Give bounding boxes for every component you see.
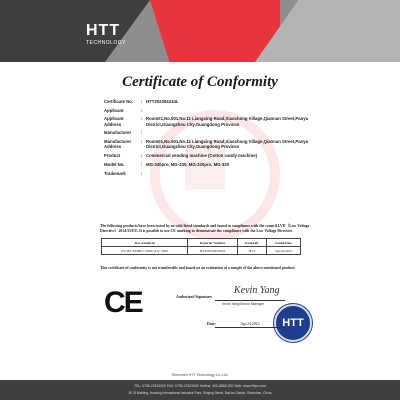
date-value: Apr.24,2023 — [240, 322, 260, 326]
header-red-band — [150, 0, 280, 62]
certificate-header — [0, 0, 400, 62]
field-colon: : — [141, 99, 143, 104]
field-value — [146, 171, 324, 176]
table-header-cell: Test standards — [102, 239, 188, 247]
field-value: Room01,No.501,No.11 Liangxing Road,Xiaochong Village,Qiaonan Street,Panyu District,Guangzhou City,Guangdong Province — [146, 116, 309, 127]
compliance-statement: The following products have been tested by us with listed standards and found in compliance with the council LVD（Low Voltage Directive）2014/35/EU. It is possible to use CE marking to demonstrate the compliance with the Low Voltage Directive. — [100, 224, 310, 233]
field-row-manufacturer-address — [104, 139, 324, 149]
field-value — [146, 130, 324, 135]
table-header-cell: Issued By — [237, 239, 266, 247]
table-cell: HTT — [237, 247, 266, 255]
standards-table — [101, 238, 301, 255]
table-row — [102, 247, 301, 255]
field-colon: : — [141, 116, 143, 122]
field-row-model-no — [104, 162, 324, 167]
field-value — [146, 108, 324, 113]
authorized-signature-label: Authorized Signature: — [176, 295, 213, 299]
footer-address: 3F, B Building, Huaxing International Industrial Park, Shajing Street, Bao'an District, Shenzhen, China — [128, 391, 272, 395]
signature-caption: Kevin Yang/Senior Manager — [222, 302, 265, 306]
transfer-statement: This certificate of conformity is not transferable and based on an evaluation of a sample of the above mentioned product. — [100, 266, 296, 270]
field-value: Room01,No.501,No.11 Liangxing Road,Xiaochong Village,Qiaonan Street,Panyu District,Guangzhou City,Guangdong Province — [146, 138, 309, 150]
table-cell: HTT202304234LR — [188, 247, 238, 255]
field-label: Manufacturer Address — [104, 138, 132, 150]
table-header-row — [102, 239, 301, 247]
field-colon: : — [141, 170, 143, 176]
field-value: MG-330pro, MG-330, MG-320pro, MG-320 — [146, 161, 230, 167]
date-label: Date: — [207, 322, 216, 326]
table-header-cell: Issued Date — [266, 239, 300, 247]
company-logo-subtitle: TECHNOLOGY — [86, 40, 127, 46]
field-row-manufacturer — [104, 130, 324, 135]
company-stamp: HTT — [274, 304, 312, 342]
footer-contact: TEL: 0755-23151000 FAX: 0755-23151000 Hotline: 400-8855-392 Web: www.httpc.com — [134, 384, 266, 388]
field-row-product — [104, 153, 324, 158]
certificate-title: Certificate of Conformity — [122, 74, 278, 90]
signature-line — [215, 300, 285, 301]
field-label: Trademark — [104, 170, 126, 176]
footer-band — [0, 380, 400, 400]
table-header-cell: Reporter Number — [188, 239, 238, 247]
field-colon: : — [141, 138, 143, 144]
certificate-fields — [104, 99, 324, 179]
field-colon: : — [141, 130, 143, 136]
field-value: Commercial vending machine (Cotton candy machine) — [146, 152, 258, 158]
date-line — [215, 327, 285, 328]
field-value: HTT202304234L — [146, 99, 179, 104]
table-cell: EN IEC 62368-1: 2020+A11: 2020 — [102, 247, 188, 255]
footer-company: Shenzhen HTT Technology Co.,Ltd. — [171, 373, 229, 377]
field-label: Certificate No. — [104, 99, 134, 104]
field-label: Model No. — [104, 161, 125, 167]
signature: Kevin Yang — [234, 285, 280, 296]
field-row-trademark — [104, 171, 324, 176]
field-colon: : — [141, 152, 143, 158]
ce-mark: CE — [104, 286, 142, 319]
field-colon: : — [141, 107, 143, 113]
field-label: Manufacturer — [104, 130, 132, 136]
field-label: Applicant Address — [104, 116, 124, 127]
company-logo: HTT — [86, 22, 121, 39]
field-row-applicant — [104, 108, 324, 113]
field-row-certificate-no — [104, 99, 324, 104]
field-row-applicant-address — [104, 116, 324, 126]
field-colon: : — [141, 161, 143, 167]
field-label: Product — [104, 152, 121, 158]
field-label: Applicant — [104, 107, 124, 113]
table-cell: Apr.24,2023 — [266, 247, 300, 255]
